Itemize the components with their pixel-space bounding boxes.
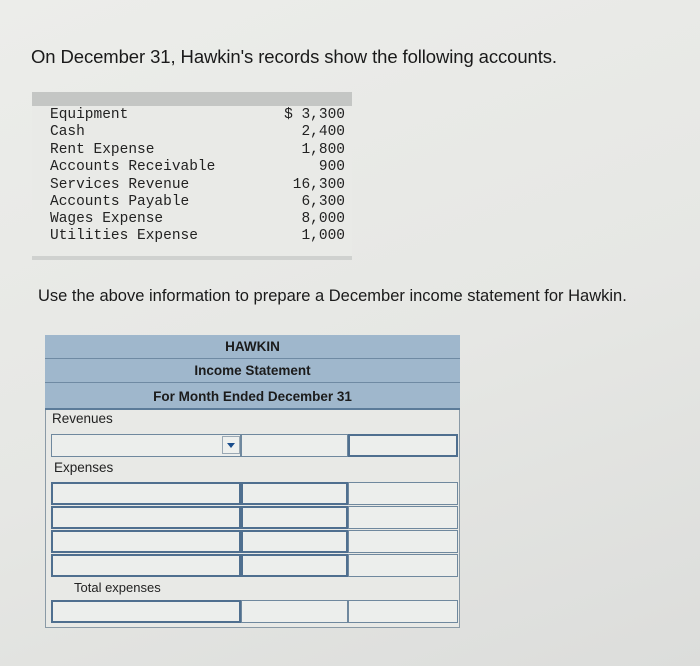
account-amount: 2,400 [301, 124, 345, 140]
account-name: Equipment [50, 107, 129, 123]
expense-account-input-3[interactable] [51, 530, 241, 553]
account-amount: 6,300 [301, 194, 345, 210]
account-amount: $ 3,300 [284, 107, 345, 123]
chevron-down-icon[interactable] [222, 436, 240, 454]
account-name: Wages Expense [50, 211, 164, 227]
revenues-label: Revenues [52, 411, 113, 426]
account-name: Accounts Payable [50, 194, 190, 210]
company-name-header: HAWKIN [45, 335, 460, 359]
statement-title-header: Income Statement [45, 359, 460, 383]
expense-total-cell-4[interactable] [348, 554, 458, 577]
instruction-text: Use the above information to prepare a December income statement for Hawkin. [38, 287, 627, 305]
expense-total-cell-1[interactable] [348, 482, 458, 505]
account-amount: 1,800 [301, 142, 345, 158]
account-amount: 8,000 [301, 211, 345, 227]
total-expenses-amount-cell[interactable] [241, 600, 348, 623]
problem-intro: On December 31, Hawkin's records show the following accounts. [31, 46, 557, 67]
account-amount: 16,300 [292, 177, 345, 193]
expense-account-input-2[interactable] [51, 506, 241, 529]
expense-amount-input-1[interactable] [241, 482, 348, 505]
expense-total-cell-2[interactable] [348, 506, 458, 529]
account-amount: 900 [318, 159, 345, 175]
total-expenses-total-input[interactable] [348, 600, 458, 623]
account-name: Services Revenue [50, 177, 190, 193]
account-name: Cash [50, 124, 85, 140]
account-amount: 1,000 [301, 228, 345, 244]
account-name: Rent Expense [50, 142, 155, 158]
expense-total-cell-3[interactable] [348, 530, 458, 553]
expense-account-input-1[interactable] [51, 482, 241, 505]
account-name: Utilities Expense [50, 228, 198, 244]
expense-amount-input-4[interactable] [241, 554, 348, 577]
statement-period-header: For Month Ended December 31 [45, 383, 460, 410]
revenue-amount-input-1[interactable] [241, 434, 348, 457]
account-name: Accounts Receivable [50, 159, 216, 175]
expense-amount-input-2[interactable] [241, 506, 348, 529]
expense-account-input-4[interactable] [51, 554, 241, 577]
revenue-total-input[interactable] [348, 434, 458, 457]
expense-amount-input-3[interactable] [241, 530, 348, 553]
total-expenses-label: Total expenses [74, 580, 161, 595]
total-expenses-row-input[interactable] [51, 600, 241, 623]
revenue-account-select[interactable] [51, 434, 241, 457]
expenses-label: Expenses [54, 460, 114, 475]
